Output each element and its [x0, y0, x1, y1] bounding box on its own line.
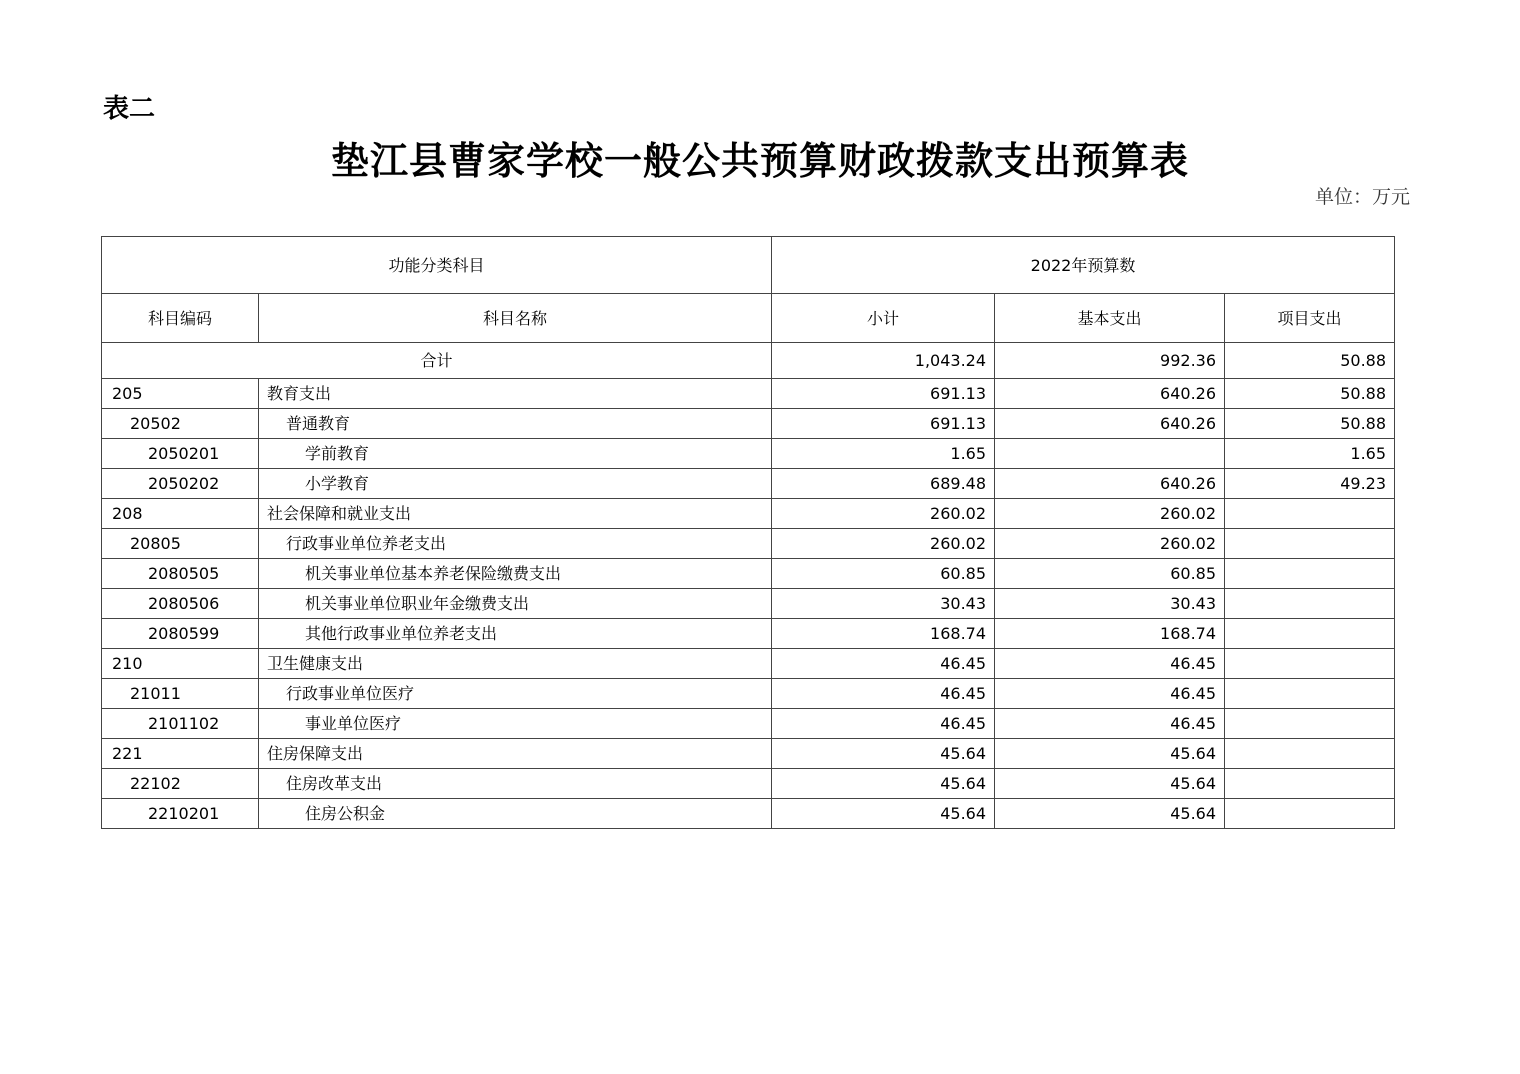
- row-code: 210: [102, 649, 259, 679]
- total-project: 50.88: [1225, 343, 1395, 379]
- row-name: 住房保障支出: [259, 739, 772, 769]
- row-code: 21011: [102, 679, 259, 709]
- row-basic: 168.74: [995, 619, 1225, 649]
- row-code: 2050201: [102, 439, 259, 469]
- row-project: [1225, 649, 1395, 679]
- row-code: 2050202: [102, 469, 259, 499]
- row-project: [1225, 709, 1395, 739]
- row-name: 机关事业单位职业年金缴费支出: [259, 589, 772, 619]
- row-project: 50.88: [1225, 379, 1395, 409]
- header-basic: 基本支出: [995, 294, 1225, 343]
- total-row: [102, 343, 1395, 379]
- table-row: [102, 379, 1395, 409]
- row-basic: 260.02: [995, 499, 1225, 529]
- row-basic: 45.64: [995, 739, 1225, 769]
- row-subtotal: 60.85: [772, 559, 995, 589]
- row-name: 机关事业单位基本养老保险缴费支出: [259, 559, 772, 589]
- row-name: 学前教育: [259, 439, 772, 469]
- header-name: 科目名称: [259, 294, 772, 343]
- row-name: 事业单位医疗: [259, 709, 772, 739]
- row-basic: [995, 439, 1225, 469]
- unit-note: 单位：万元: [1314, 186, 1410, 208]
- row-basic: 640.26: [995, 379, 1225, 409]
- header-row-columns: [102, 294, 1395, 343]
- row-subtotal: 30.43: [772, 589, 995, 619]
- row-subtotal: 691.13: [772, 379, 995, 409]
- row-code: 2080505: [102, 559, 259, 589]
- row-name: 普通教育: [259, 409, 772, 439]
- row-subtotal: 45.64: [772, 769, 995, 799]
- total-label: 合计: [102, 343, 772, 379]
- row-name: 小学教育: [259, 469, 772, 499]
- row-name: 其他行政事业单位养老支出: [259, 619, 772, 649]
- row-subtotal: 45.64: [772, 739, 995, 769]
- header-budget-year: 2022年预算数: [772, 237, 1395, 294]
- row-subtotal: 689.48: [772, 469, 995, 499]
- row-code: 208: [102, 499, 259, 529]
- budget-table: [101, 236, 1395, 829]
- row-subtotal: 691.13: [772, 409, 995, 439]
- table-row: [102, 799, 1395, 829]
- row-subtotal: 46.45: [772, 709, 995, 739]
- row-code: 2210201: [102, 799, 259, 829]
- row-name: 行政事业单位养老支出: [259, 529, 772, 559]
- row-code: 2080599: [102, 619, 259, 649]
- row-code: 221: [102, 739, 259, 769]
- row-project: [1225, 589, 1395, 619]
- row-code: 2080506: [102, 589, 259, 619]
- header-project: 项目支出: [1225, 294, 1395, 343]
- row-project: [1225, 529, 1395, 559]
- table-row: [102, 559, 1395, 589]
- header-row-group: [102, 237, 1395, 294]
- row-basic: 640.26: [995, 469, 1225, 499]
- table-row: [102, 409, 1395, 439]
- row-basic: 46.45: [995, 709, 1225, 739]
- header-functional-classification: 功能分类科目: [102, 237, 772, 294]
- row-name: 卫生健康支出: [259, 649, 772, 679]
- total-subtotal: 1,043.24: [772, 343, 995, 379]
- row-project: [1225, 799, 1395, 829]
- row-subtotal: 260.02: [772, 529, 995, 559]
- table-row: [102, 679, 1395, 709]
- table-row: [102, 589, 1395, 619]
- table-row: [102, 619, 1395, 649]
- row-subtotal: 260.02: [772, 499, 995, 529]
- row-project: [1225, 619, 1395, 649]
- row-project: [1225, 559, 1395, 589]
- table-row: [102, 739, 1395, 769]
- row-name: 社会保障和就业支出: [259, 499, 772, 529]
- table-row: [102, 499, 1395, 529]
- page-title: 垫江县曹家学校一般公共预算财政拨款支出预算表: [330, 138, 1189, 183]
- row-code: 22102: [102, 769, 259, 799]
- row-subtotal: 46.45: [772, 679, 995, 709]
- row-subtotal: 45.64: [772, 799, 995, 829]
- row-name: 住房改革支出: [259, 769, 772, 799]
- table-row: [102, 649, 1395, 679]
- row-basic: 45.64: [995, 769, 1225, 799]
- total-basic: 992.36: [995, 343, 1225, 379]
- table-row: [102, 469, 1395, 499]
- table-row: [102, 439, 1395, 469]
- table-row: [102, 529, 1395, 559]
- row-project: [1225, 679, 1395, 709]
- table-label: 表二: [103, 94, 156, 124]
- row-name: 住房公积金: [259, 799, 772, 829]
- row-name: 教育支出: [259, 379, 772, 409]
- row-project: 50.88: [1225, 409, 1395, 439]
- row-subtotal: 46.45: [772, 649, 995, 679]
- row-basic: 640.26: [995, 409, 1225, 439]
- row-code: 20502: [102, 409, 259, 439]
- table-row: [102, 769, 1395, 799]
- row-basic: 60.85: [995, 559, 1225, 589]
- row-subtotal: 1.65: [772, 439, 995, 469]
- header-code: 科目编码: [102, 294, 259, 343]
- row-project: [1225, 739, 1395, 769]
- row-code: 20805: [102, 529, 259, 559]
- row-project: 1.65: [1225, 439, 1395, 469]
- header-subtotal: 小计: [772, 294, 995, 343]
- row-basic: 260.02: [995, 529, 1225, 559]
- row-code: 205: [102, 379, 259, 409]
- row-name: 行政事业单位医疗: [259, 679, 772, 709]
- row-project: [1225, 499, 1395, 529]
- row-basic: 46.45: [995, 679, 1225, 709]
- row-basic: 46.45: [995, 649, 1225, 679]
- row-code: 2101102: [102, 709, 259, 739]
- row-subtotal: 168.74: [772, 619, 995, 649]
- table-row: [102, 709, 1395, 739]
- row-project: 49.23: [1225, 469, 1395, 499]
- row-project: [1225, 769, 1395, 799]
- row-basic: 45.64: [995, 799, 1225, 829]
- row-basic: 30.43: [995, 589, 1225, 619]
